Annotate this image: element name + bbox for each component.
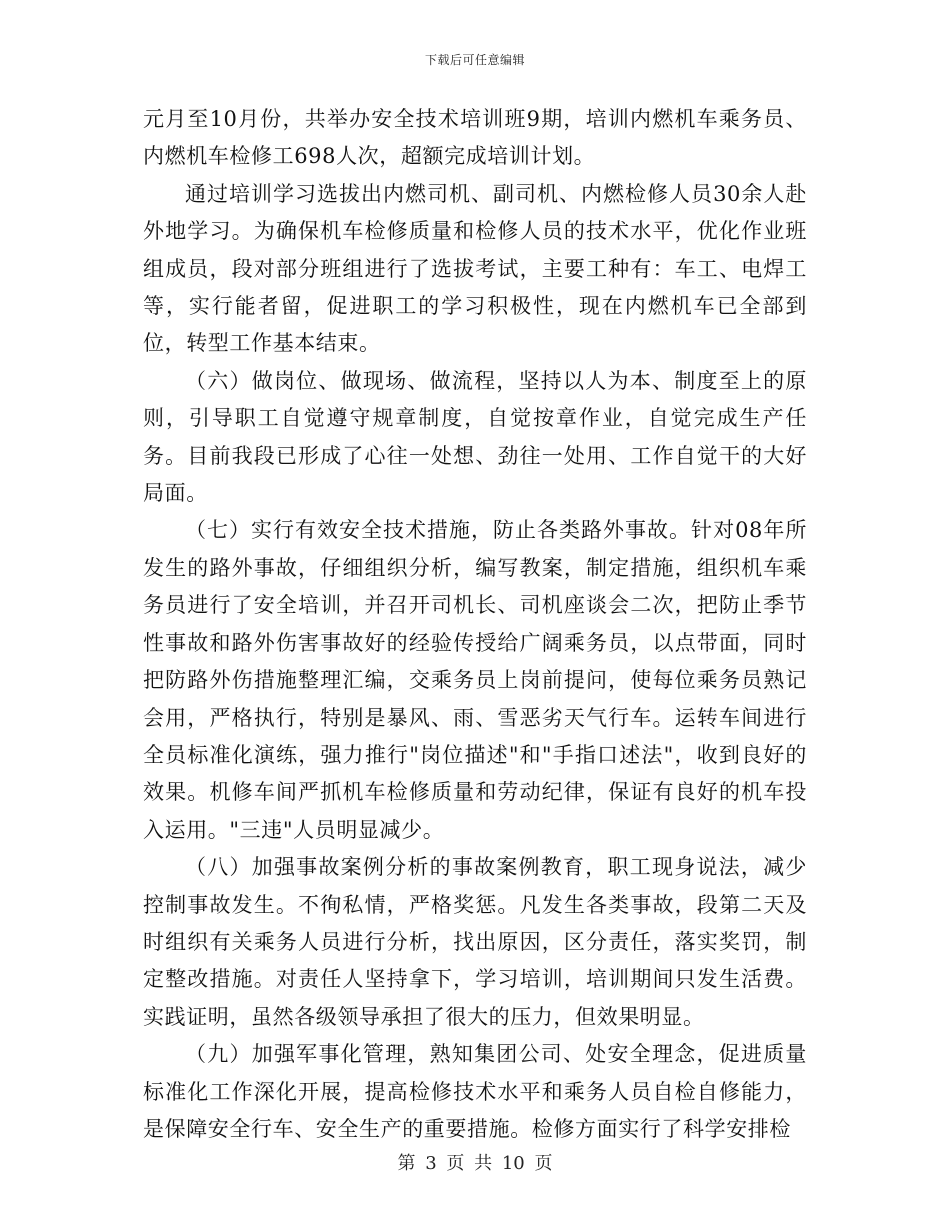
paragraph-section-6: （六）做岗位、做现场、做流程，坚持以人为本、制度至上的原则，引导职工自觉遵守规章制度，自觉按章作业，自觉完成生产任务。目前我段已形成了心往一处想、劲往一处用、工作自觉干的大好局面。: [143, 368, 807, 506]
paragraph-continuation: 元月至10月份，共举办安全技术培训班9期，培训内燃机车乘务员、内燃机车检修工698人次，超额完成培训计划。: [143, 107, 807, 169]
paragraph-section-9: （九）加强军事化管理，熟知集团公司、处安全理念，促进质量标准化工作深化开展，提高检修技术水平和乘务人员自检自修能力，是保障安全行车、安全生产的重要措施。检修方面实行了科学安排检: [143, 1042, 807, 1141]
page-header: 下载后可任意编辑: [424, 53, 525, 67]
paragraph-section-8: （八）加强事故案例分析的事故案例教育，职工现身说法，减少控制事故发生。不徇私情，严格奖惩。凡发生各类事故，段第二天及时组织有关乘务人员进行分析，找出原因，区分责任，落实奖罚，制定整改措施。对责任人坚持拿下，学习培训，培训期间只发生活费。实践证明，虽然各级领导承担了很大的压力，但效果明显。: [143, 855, 807, 1029]
paragraph-training-selection: 通过培训学习选拔出内燃司机、副司机、内燃检修人员30余人赴外地学习。为确保机车检修质量和检修人员的技术水平，优化作业班组成员，段对部分班组进行了选拔考试，主要工种有：车工、电焊工等，实行能者留，促进职工的学习积极性，现在内燃机车已全部到位，转型工作基本结束。: [143, 181, 807, 356]
page-number: 第 3 页 共 10 页: [397, 1153, 553, 1174]
document-body: [143, 101, 807, 1148]
paragraph-section-7: （七）实行有效安全技术措施，防止各类路外事故。针对08年所发生的路外事故，仔细组织分析，编写教案，制定措施，组织机车乘务员进行了安全培训，并召开司机长、司机座谈会二次，把防止季节性事故和路外伤害事故好的经验传授给广阔乘务员，以点带面，同时把防路外伤措施整理汇编，交乘务员上岗前提问，使每位乘务员熟记会用，严格执行，特别是暴风、雨、雪恶劣天气行车。运转车间进行全员标准化演练，强力推行"岗位描述"和"手指口述法"，收到良好的效果。机修车间严抓机车检修质量和劳动纪律，保证有良好的机车投入运用。"三违"人员明显减少。: [143, 518, 807, 842]
